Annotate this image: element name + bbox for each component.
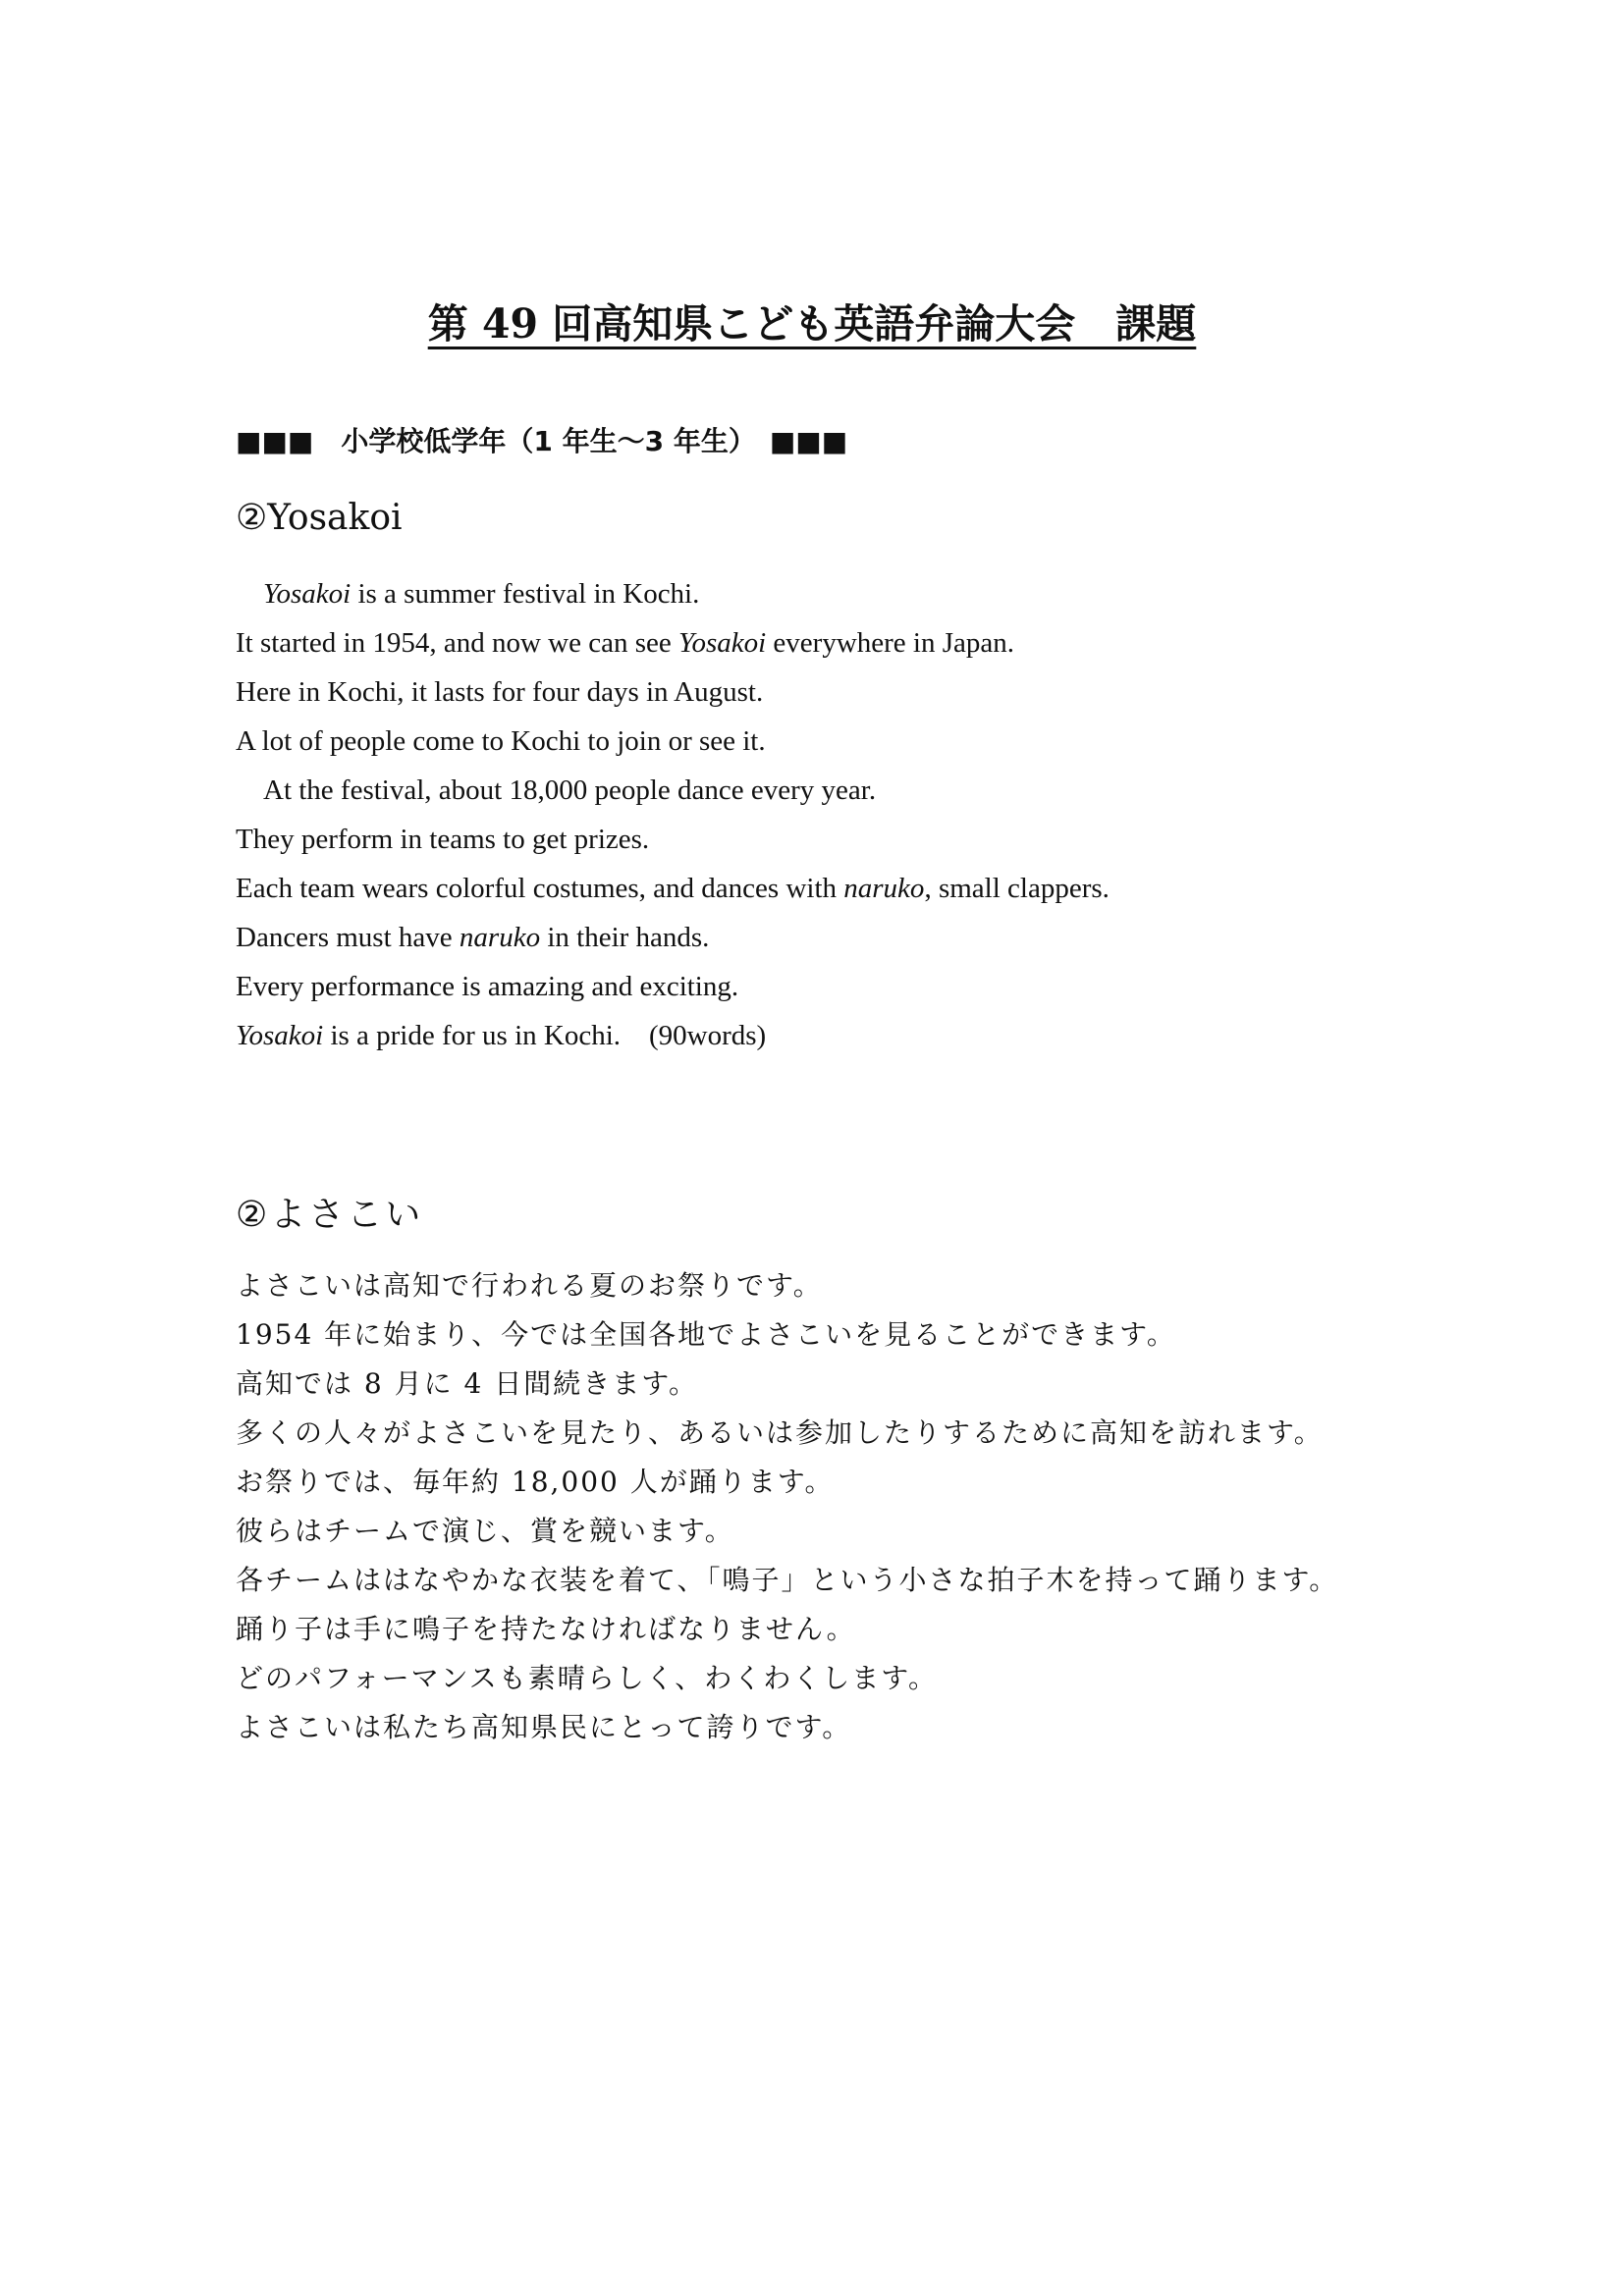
- english-line: Every performance is amazing and exciting.: [236, 971, 739, 1002]
- english-line-text: , small clappers.: [924, 873, 1110, 904]
- japanese-line: 踊り子は手に鳴子を持たなければなりません。: [236, 1613, 856, 1645]
- japanese-line: 彼らはチームで演じ、賞を競います。: [236, 1515, 734, 1547]
- japanese-line: 多くの人々がよさこいを見たり、あるいは参加したりするために高知を訪れます。: [236, 1416, 1324, 1449]
- english-italic-term: naruko: [843, 873, 925, 904]
- english-line: At the festival, about 18,000 people dance every year.: [263, 774, 877, 806]
- english-line-text: It started in 1954, and now we can see: [236, 627, 678, 659]
- english-line-text: is a summer festival in Kochi.: [351, 578, 700, 610]
- english-line: [236, 918, 709, 957]
- grade-category-label: ■■■ 小学校低学年（1 年生〜3 年生） ■■■: [236, 425, 848, 457]
- japanese-line: よさこいは高知で行われる夏のお祭りです。: [236, 1269, 823, 1302]
- english-line-text: Each team wears colorful costumes, and dances with: [236, 873, 844, 904]
- japanese-line: 各チームははなやかな衣装を着て、「鳴子」という小さな拍子木を持って踊ります。: [236, 1564, 1339, 1596]
- english-italic-term: Yosakoi: [677, 627, 767, 659]
- english-topic-heading: ②Yosakoi: [236, 498, 403, 538]
- document-title: [0, 294, 1624, 353]
- english-line-text: in their hands.: [540, 922, 710, 953]
- japanese-line: どのパフォーマンスも素晴らしく、わくわくします。: [236, 1662, 938, 1694]
- japanese-line: 1954 年に始まり、今では全国各地でよさこいを見ることができます。: [236, 1318, 1176, 1351]
- english-italic-term: Yosakoi: [263, 578, 352, 610]
- english-line: [236, 623, 1014, 663]
- english-line: [236, 1016, 766, 1055]
- japanese-line: お祭りでは、毎年約 18,000 人が踊ります。: [236, 1466, 835, 1498]
- english-line: [236, 869, 1110, 908]
- english-line: They perform in teams to get prizes.: [236, 824, 650, 855]
- english-line-text: is a pride for us in Kochi. (90words): [323, 1020, 767, 1051]
- english-line: [236, 574, 699, 614]
- document-title-text: 第 49 回高知県こども英語弁論大会 課題: [427, 300, 1197, 347]
- japanese-line: 高知では 8 月に 4 日間続きます。: [236, 1367, 698, 1400]
- english-line: A lot of people come to Kochi to join or see it.: [236, 725, 766, 757]
- english-line: Here in Kochi, it lasts for four days in August.: [236, 676, 764, 708]
- japanese-line: よさこいは私たち高知県民にとって誇りです。: [236, 1711, 852, 1743]
- english-italic-term: Yosakoi: [236, 1020, 324, 1051]
- japanese-topic-heading: ②よさこい: [236, 1195, 424, 1235]
- english-line-text: Dancers must have: [236, 922, 460, 953]
- english-line-text: everywhere in Japan.: [766, 627, 1015, 659]
- english-italic-term: naruko: [459, 922, 541, 953]
